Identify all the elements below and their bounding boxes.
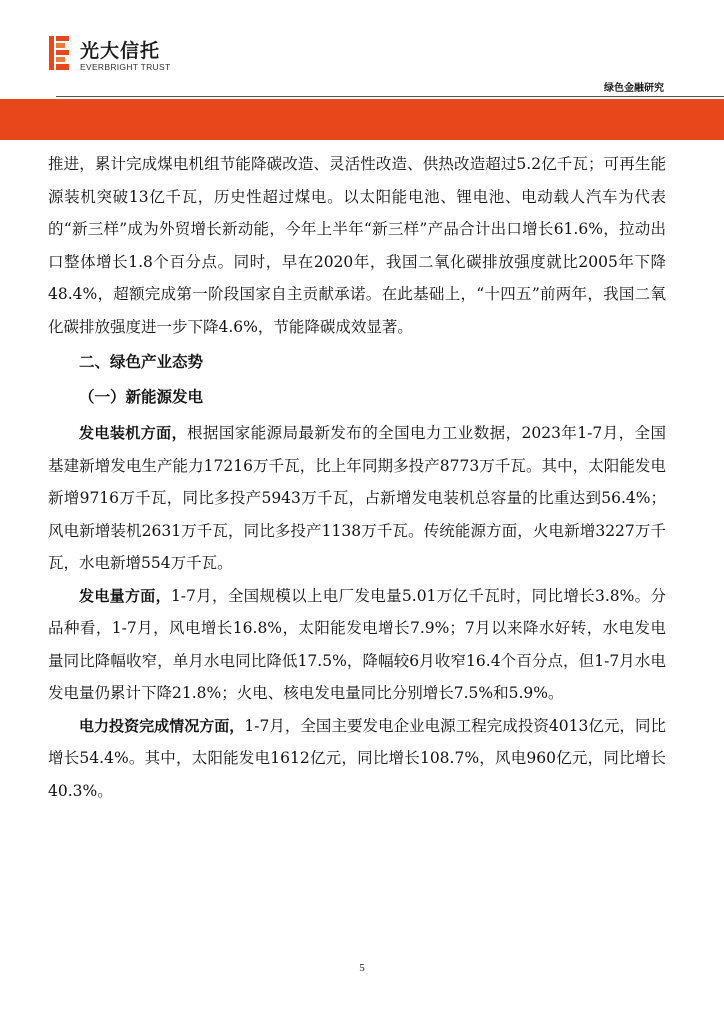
paragraph-installed-capacity	[48, 417, 666, 580]
section-label: 绿色金融研究	[604, 83, 664, 94]
header-divider	[56, 96, 724, 97]
subsection-heading-new-energy: （一）新能源发电	[79, 388, 204, 406]
paragraph-carbon-progress: 推进，累计完成煤电机组节能降碳改造、灵活性改造、供热改造超过5.2亿千瓦；可再生能源装机突破13亿千瓦，历史性超过煤电。以太阳能电池、锂电池、电动载人汽车为代表的“新三样”成为外贸增长新动能，今年上半年“新三样”产品合计出口增长61.6%，拉动出口整体增长1.8个百分点。同时，早在2020年，我国二氧化碳排放强度就比2005年下降48.4%，超额完成第一阶段国家自主贡献承诺。在此基础上，“十四五”前两年，我国二氧化碳排放强度进一步下降4.6%，节能降碳成效显著。	[48, 155, 666, 336]
document-body	[48, 148, 666, 807]
text-power-generation: 1-7月，全国规模以上电厂发电量5.01万亿千瓦时，同比增长3.8%。分品种看，1-7月，风电增长16.8%，太阳能发电增长7.9%；7月以来降水好转，水电发电量同比降幅收窄，单月水电同比降低17.5%，降幅较6月收窄16.4个百分点，但1-7月水电发电量仍累计下降21.8%；火电、核电发电量同比分别增长7.5%和5.9%。	[48, 586, 666, 702]
logo-chinese-name: 光大信托	[80, 40, 161, 62]
lead-power-investment: 电力投资完成情况方面，	[79, 716, 245, 735]
everbright-logo-icon	[46, 34, 72, 72]
header-color-band	[0, 99, 724, 140]
page-number: 5	[359, 962, 365, 974]
text-installed-capacity: 根据国家能源局最新发布的全国电力工业数据，2023年1-7月，全国基建新增发电生产能力17216万千瓦，比上年同期多投产8773万千瓦。其中，太阳能发电新增9716万千瓦，同比多投产5943万千瓦，占新增发电装机总容量的比重达到56.4%；风电新增装机2631万千瓦，同比多投产1138万千瓦。传统能源方面，火电新增3227万千瓦，水电新增554万千瓦。	[48, 424, 666, 572]
text-power-investment: 1-7月，全国主要发电企业电源工程完成投资4013亿元，同比增长54.4%。其中，太阳能发电1612亿元，同比增长108.7%，风电960亿元，同比增长40.3%。	[48, 716, 666, 800]
paragraph-power-investment	[48, 710, 666, 808]
logo-english-name: EVERBRIGHT TRUST	[80, 62, 171, 72]
paragraph-power-generation	[48, 580, 666, 710]
lead-installed-capacity: 发电装机方面，	[79, 424, 187, 442]
lead-power-generation: 发电量方面，	[79, 586, 171, 605]
section-heading-green-industry: 二、绿色产业态势	[79, 353, 204, 371]
company-logo	[46, 34, 174, 78]
